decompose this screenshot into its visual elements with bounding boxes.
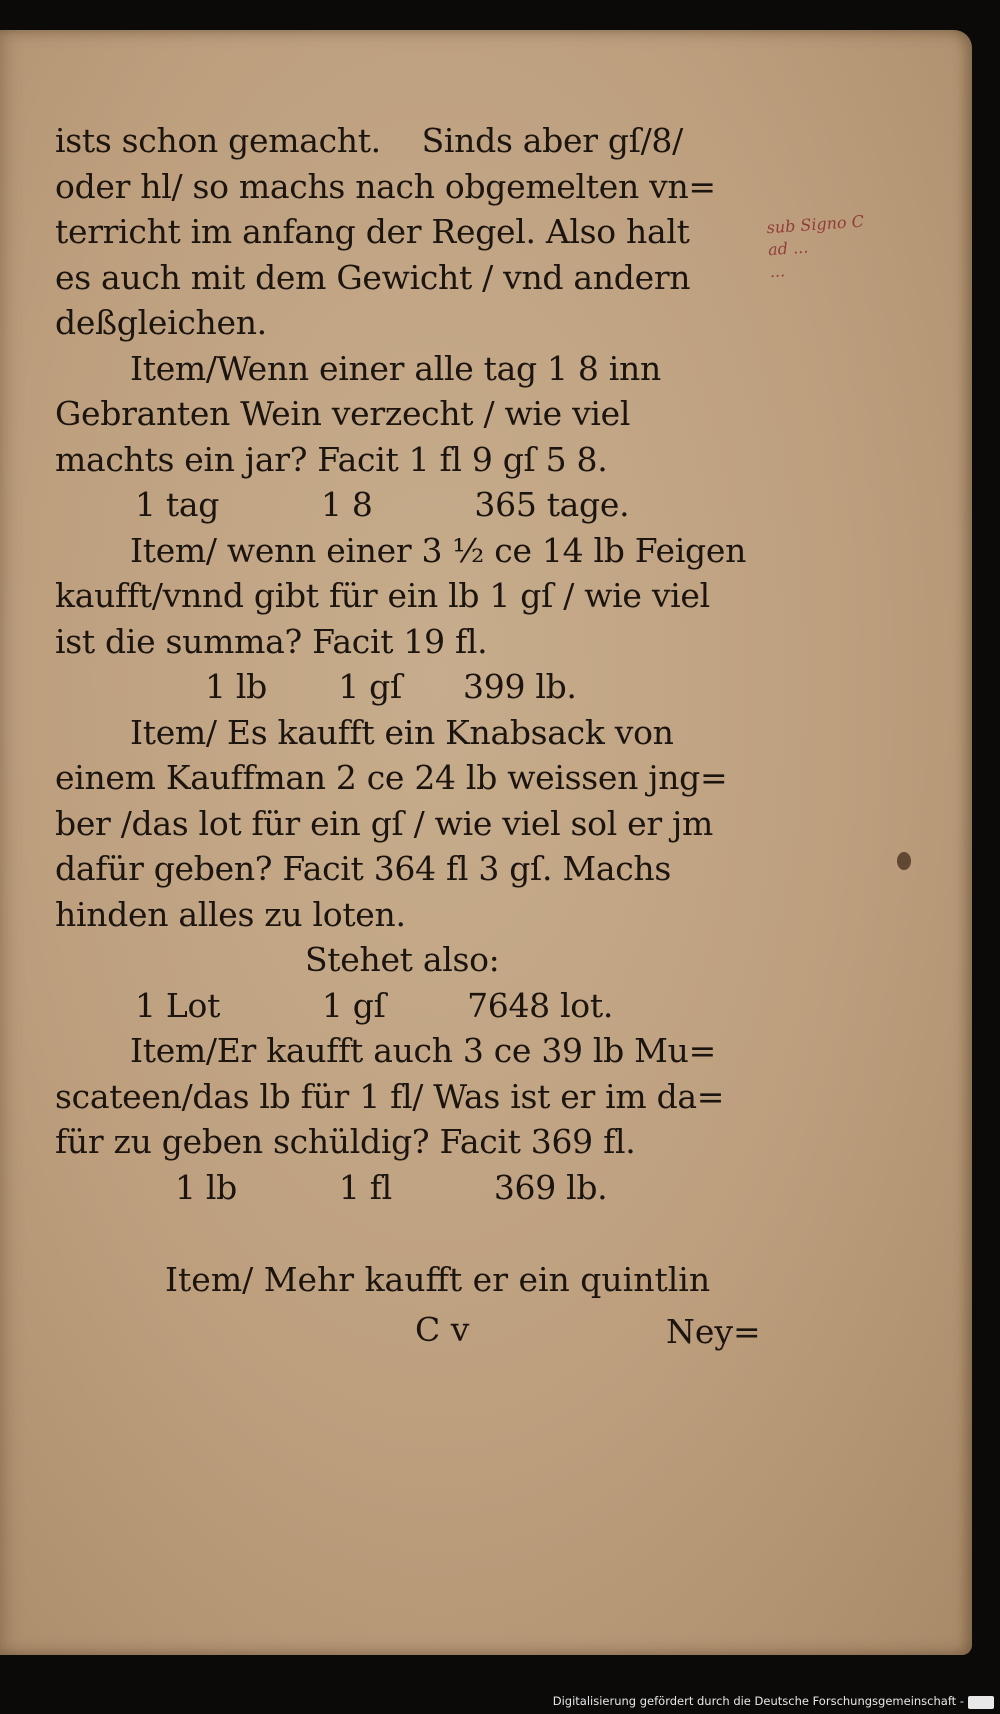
calculation-line: 1 tag 1 8 365 tage. — [135, 485, 630, 524]
marginalia-line: ... — [769, 261, 786, 282]
handwritten-marginalia — [766, 207, 920, 283]
text-line: ber /das lot für ein gſ / wie viel sol er jm — [55, 803, 713, 843]
text-line: Item/Wenn einer alle tag 1 8 inn — [130, 348, 661, 388]
text-line: ist die summa? Facit 19 fl. — [55, 621, 488, 661]
text-line: Item/Er kaufft auch 3 ce 39 lb Mu= — [130, 1031, 716, 1070]
text-line: deßgleichen. — [55, 303, 267, 342]
dfg-logo-icon — [968, 1696, 994, 1709]
text-line: Gebranten Wein verzecht / wie viel — [55, 394, 631, 433]
text-line: scateen/das lb für 1 fl/ Was ist er im da= — [55, 1076, 725, 1116]
calculation-line: 1 lb 1 gſ 399 lb. — [205, 667, 577, 706]
text-line: terricht im anfang der Regel. Also halt — [55, 212, 690, 251]
signature-mark: C v — [415, 1310, 470, 1349]
text-line: Item/ wenn einer 3 ½ ce 14 lb Feigen — [130, 530, 747, 570]
text-line: für zu geben schüldig? Facit 369 fl. — [55, 1122, 636, 1161]
credit-text: Digitalisierung gefördert durch die Deutsche Forschungsgemeinschaft - — [552, 1694, 964, 1708]
book-page — [0, 30, 972, 1655]
marginalia-line: sub Signo C — [765, 211, 865, 238]
ink-stain — [897, 852, 911, 870]
calculation-line: 1 Lot 1 gſ 7648 lot. — [135, 985, 614, 1025]
text-line: einem Kauffman 2 ce 24 lb weissen jng= — [55, 758, 728, 797]
catchline: Item/ Mehr kaufft er ein quintlin — [165, 1260, 711, 1299]
text-line: oder hl/ so machs nach obgemelten vn= — [55, 166, 716, 206]
catchword: Ney= — [666, 1312, 761, 1351]
text-line: Item/ Es kaufft ein Knabsack von — [130, 712, 674, 752]
text-line: ists schon gemacht. Sinds aber gſ/8/ — [55, 121, 683, 160]
calculation-line: 1 lb 1 fl 369 lb. — [175, 1167, 608, 1207]
text-line: hinden alles zu loten. — [55, 894, 406, 934]
text-line: kaufft/vnnd gibt für ein lb 1 gſ / wie viel — [55, 576, 710, 615]
text-line: es auch mit dem Gewicht / vnd andern — [55, 257, 691, 297]
text-line: machts ein jar? Facit 1 fl 9 gſ 5 8. — [55, 439, 608, 479]
digitization-credit — [553, 1694, 994, 1708]
text-line: Stehet also: — [305, 940, 500, 979]
page-text — [55, 118, 775, 1210]
text-line: dafür geben? Facit 364 fl 3 gſ. Machs — [55, 849, 671, 888]
marginalia-line: ad ... — [767, 237, 809, 260]
